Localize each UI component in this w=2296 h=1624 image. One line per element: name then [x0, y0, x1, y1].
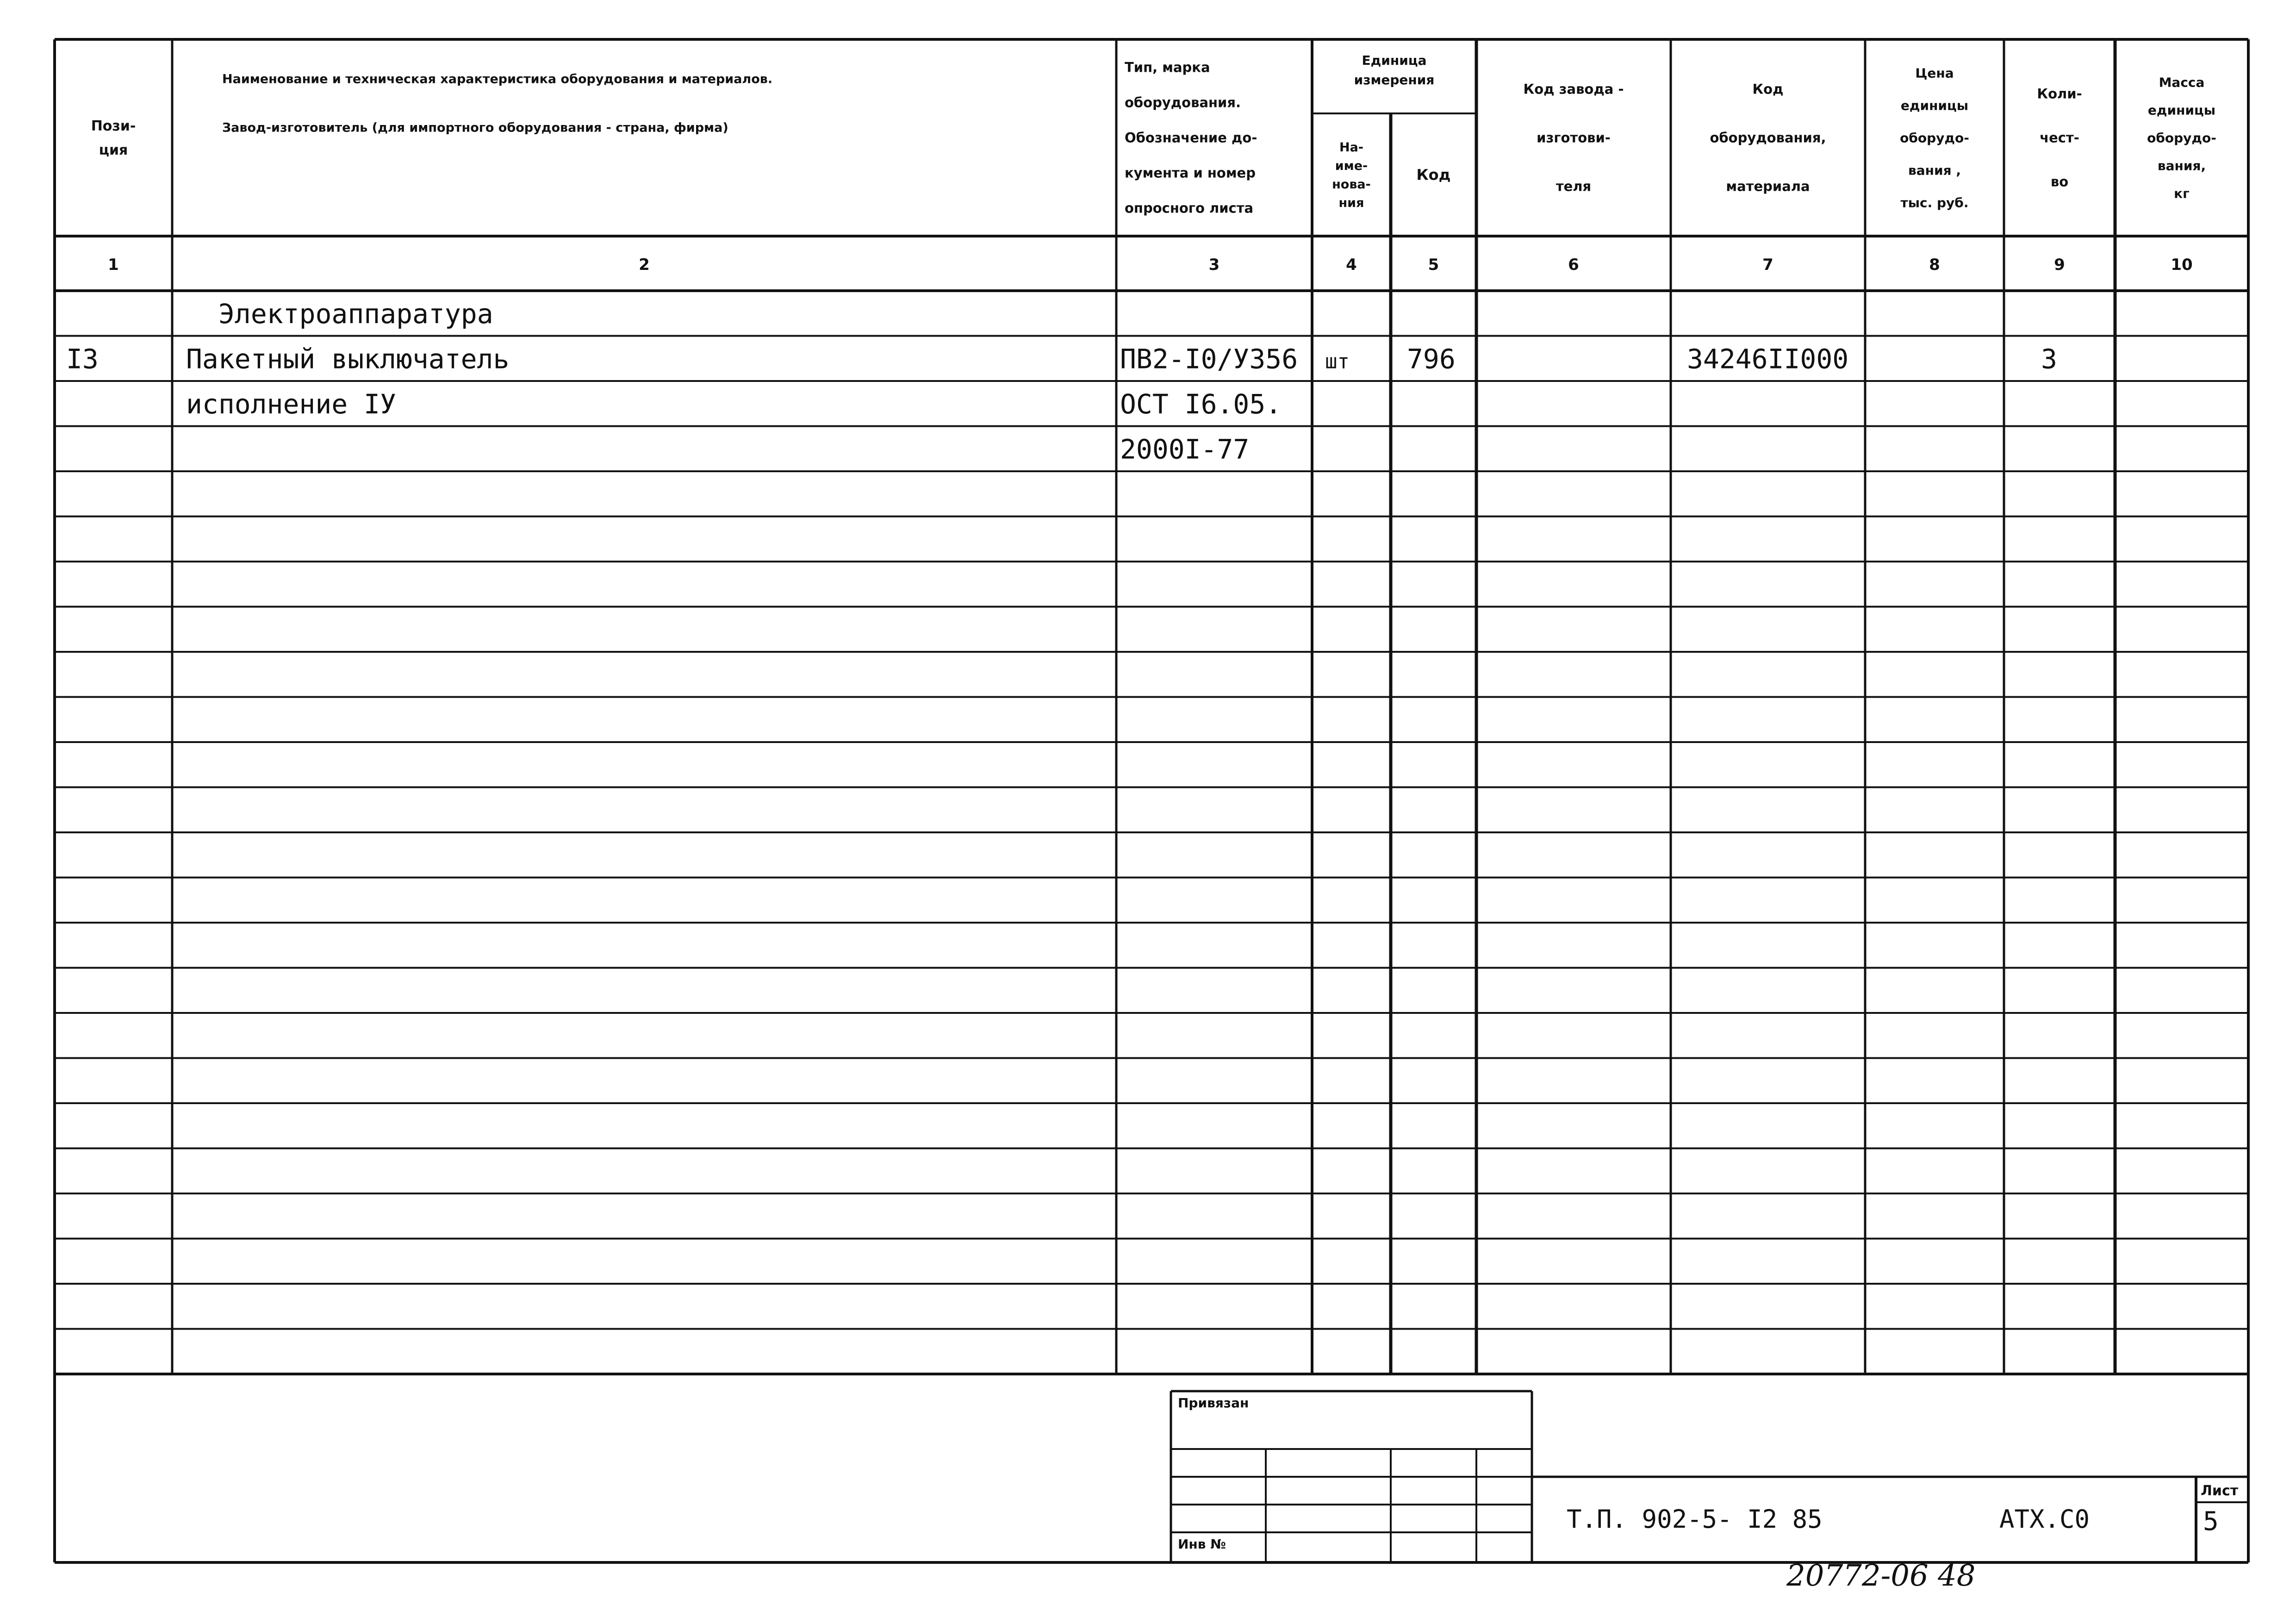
column-header-4-line: име-	[1335, 158, 1368, 173]
column-number: 10	[2171, 256, 2193, 274]
cell-unit-code: 796	[1407, 343, 1456, 375]
cell-name: Электроаппаратура	[218, 298, 493, 330]
column-header-6-line: изготови-	[1537, 130, 1611, 146]
unit-group-header: Единица	[1362, 53, 1427, 68]
column-header-4-line: ния	[1338, 195, 1364, 210]
table-row	[218, 298, 493, 330]
column-header-1-line: Пози-	[91, 118, 136, 134]
cell-qty: 3	[2041, 343, 2057, 375]
column-header-8-line: вания ,	[1908, 162, 1961, 178]
attached-label: Привязан	[1178, 1395, 1249, 1411]
column-number: 7	[1762, 256, 1773, 274]
column-header-1-line: ция	[99, 142, 128, 158]
column-header-3-line: Тип, марка	[1125, 59, 1210, 75]
column-number: 8	[1929, 256, 1940, 274]
column-number: 9	[2054, 256, 2065, 274]
column-header-9-line: чест-	[2040, 130, 2079, 146]
column-header-9-line: во	[2050, 174, 2069, 190]
column-header-2-line: Наименование и техническая характеристика оборудования и материалов.	[222, 72, 773, 87]
unit-group-header: измерения	[1354, 72, 1435, 87]
column-header-5-line: Код	[1416, 166, 1451, 184]
column-number: 1	[108, 256, 119, 274]
column-number: 2	[639, 256, 650, 274]
column-number: 4	[1346, 256, 1357, 274]
column-header-8-line: оборудо-	[1900, 130, 1969, 146]
column-header-10-line: Масса	[2159, 75, 2205, 90]
column-header-6-line: теля	[1556, 178, 1592, 194]
cell-type: ОСТ I6.05.	[1120, 388, 1282, 420]
column-header-8-line: Цена	[1915, 65, 1954, 81]
column-header-10-line: оборудо-	[2147, 130, 2216, 146]
document-code: АТХ.С0	[1999, 1505, 2090, 1534]
table-row	[1120, 434, 1249, 465]
column-header-3-line: Обозначение до-	[1125, 130, 1257, 146]
column-number: 3	[1208, 256, 1220, 274]
document-number: Т.П. 902-5- I2 85	[1567, 1505, 1823, 1534]
cell-name: исполнение IУ	[186, 388, 396, 420]
inv-number-label: Инв №	[1178, 1537, 1226, 1552]
sheet-number: 5	[2203, 1506, 2219, 1537]
column-header-8-line: тыс. руб.	[1900, 195, 1969, 211]
column-header-10-line: единицы	[2147, 102, 2216, 118]
column-header-7-line: Код	[1752, 81, 1784, 97]
cell-equip-code: 34246II000	[1687, 343, 1849, 375]
cell-unit-name: шт	[1325, 350, 1350, 374]
column-header-4-line: нова-	[1332, 177, 1371, 192]
column-number: 6	[1568, 256, 1579, 274]
column-header-3-line: оборудования.	[1125, 94, 1241, 111]
column-header-9-line: Коли-	[2037, 86, 2082, 102]
column-header-2-line: Завод-изготовитель (для импортного оборудования - страна, фирма)	[222, 120, 728, 135]
column-header-4-line: На-	[1339, 140, 1364, 155]
column-header-7-line: материала	[1726, 178, 1810, 194]
sheet-label: Лист	[2201, 1483, 2239, 1499]
cell-name: Пакетный выключатель	[186, 343, 510, 375]
column-number: 5	[1428, 256, 1439, 274]
handwritten-note: 20772-06 48	[1786, 1559, 1976, 1593]
cell-pos: I3	[66, 343, 99, 375]
column-header-3-line: опросного листа	[1125, 200, 1254, 216]
cell-type: ПВ2-I0/У356	[1120, 343, 1298, 375]
column-header-3-line: кумента и номер	[1125, 165, 1256, 181]
column-header-10-line: вания,	[2157, 158, 2206, 174]
column-header-10-line: кг	[2174, 186, 2190, 201]
column-header-8-line: единицы	[1900, 98, 1969, 113]
column-header-6-line: Код завода -	[1523, 81, 1624, 97]
column-header-7-line: оборудования,	[1710, 130, 1826, 146]
cell-type: 2000I-77	[1120, 433, 1250, 465]
